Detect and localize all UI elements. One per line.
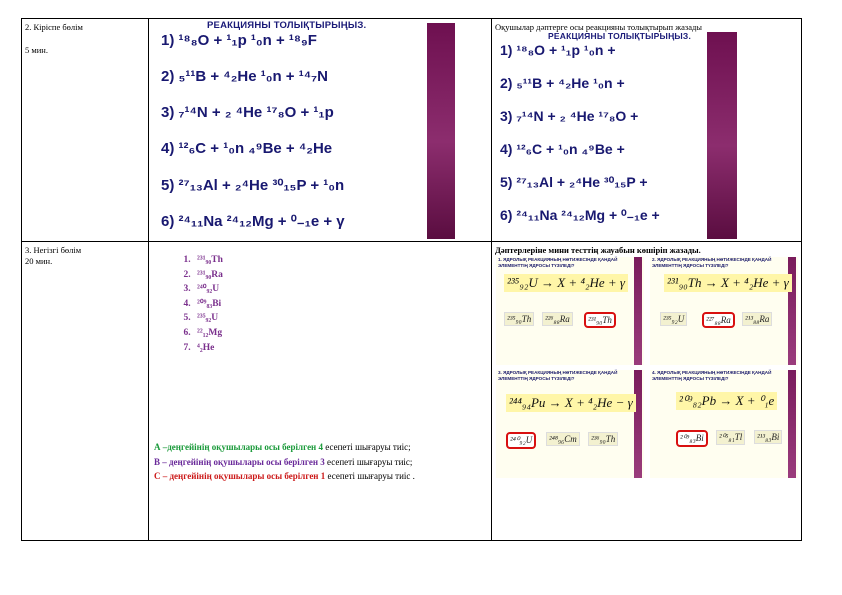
slide-title: РЕАКЦИЯНЫ ТОЛЫҚТЫРЫҢЫЗ. xyxy=(548,31,692,41)
answer-option-selected[interactable]: ²⁰⁹₈₃Bi xyxy=(676,430,708,447)
stage-title: 2. Кіріспе бөлім xyxy=(25,22,83,32)
student-activity-cell xyxy=(492,242,802,541)
test-card xyxy=(496,370,644,478)
test-question: 4. ЯДРОЛЫҚ РЕАКЦИЯНЫҢ НӘТИЖЕСІНДЕ ҚАНДАЙ ЭЛЕМЕНТТІҢ ЯДРОСЫ ТҮЗІЛЕДІ? xyxy=(652,370,772,381)
reaction-line: 2) ₅¹¹B + ⁴₂He ¹₀n + xyxy=(500,75,625,91)
table-row xyxy=(22,242,802,541)
test-question: 1. ЯДРОЛЫҚ РЕАКЦИЯНЫҢ НӘТИЖЕСІНДЕ ҚАНДАЙ ЭЛЕМЕНТТІҢ ЯДРОСЫ ТҮЗІЛЕДІ? xyxy=(498,257,618,268)
stage-cell xyxy=(22,242,149,541)
reaction-line: 1) ¹⁸₈O + ¹₁p ¹₀n + ¹⁸₉F xyxy=(161,32,317,49)
isotope-item: 5. ²³⁵₉₂U xyxy=(193,311,223,326)
decorative-bar xyxy=(707,32,737,239)
teacher-activity-cell xyxy=(149,19,492,242)
student-intro: Оқушылар дәптерге осы реакцияны толықтырып жазады xyxy=(495,22,703,32)
decorative-bar xyxy=(788,370,796,478)
answer-option[interactable]: ²⁰⁵₈₁Tl xyxy=(716,430,745,445)
reaction-line: 3) ₇¹⁴N + ₂ ⁴He ¹⁷₈O + xyxy=(500,108,639,124)
reaction-line: 6) ²⁴₁₁Na ²⁴₁₂Mg + ⁰₋₁e + γ xyxy=(161,213,345,230)
reaction-list xyxy=(500,42,710,237)
student-task: Дәптерлеріне мини тесттің жауабын көшіріп жазады. xyxy=(495,245,701,255)
isotope-item: 6. ²²₁₂Mg xyxy=(193,326,223,341)
stage-title: 3. Негізгі бөлім xyxy=(25,245,82,255)
test-equation: ²⁰⁹₈₂Pb → X + ⁰₁e xyxy=(676,392,777,410)
test-question: 3. ЯДРОЛЫҚ РЕАКЦИЯНЫҢ НӘТИЖЕСІНДЕ ҚАНДАЙ ЭЛЕМЕНТТІҢ ЯДРОСЫ ТҮЗІЛЕДІ? xyxy=(498,370,618,381)
answer-option[interactable]: ²³⁵₉₂U xyxy=(660,312,687,326)
answer-option-selected[interactable]: ²³¹₉₀Th xyxy=(584,312,616,328)
isotope-list xyxy=(173,253,223,355)
student-activity-cell xyxy=(492,19,802,242)
test-card xyxy=(650,370,798,478)
teacher-activity-cell xyxy=(149,242,492,541)
isotope-item: 2. ²³¹₉₀Ra xyxy=(193,268,223,283)
decorative-bar xyxy=(634,257,642,365)
answer-option[interactable]: ²⁴⁸₉₆Cm xyxy=(546,432,580,446)
slide-title: РЕАКЦИЯНЫ ТОЛЫҚТЫРЫҢЫЗ. xyxy=(207,20,367,31)
answer-option-selected[interactable]: ²⁴⁰₉₂U xyxy=(506,432,536,449)
answer-option[interactable]: ²¹³₈₃Bi xyxy=(754,430,782,444)
reaction-line: 4) ¹²₆C + ¹₀n ₄⁹Be + xyxy=(500,141,625,157)
reaction-line: 2) ₅¹¹B + ⁴₂He ¹₀n + ¹⁴₇N xyxy=(161,68,328,85)
answer-option[interactable]: ²²⁶₈₈Ra xyxy=(542,312,573,326)
isotope-panel xyxy=(149,242,491,540)
answer-option[interactable]: ²³⁶₉₀Th xyxy=(588,432,618,446)
test-equation: ²⁴⁴₉₄Pu → X + ⁴₂He − γ xyxy=(506,394,636,412)
reaction-line: 5) ²⁷₁₃Al + ₂⁴He ³⁰₁₅P + ¹₀n xyxy=(161,177,345,194)
answer-option-selected[interactable]: ²²⁷₈₈Ra xyxy=(702,312,735,328)
isotope-item: 1. ²³¹₉₀Th xyxy=(193,253,223,268)
reaction-line: 5) ²⁷₁₃Al + ₂⁴He ³⁰₁₅P + xyxy=(500,174,648,190)
decorative-bar xyxy=(427,23,455,239)
decorative-bar xyxy=(634,370,642,478)
table-row xyxy=(22,19,802,242)
test-equation: ²³¹₉₀Th → X + ⁴₂He + γ xyxy=(664,274,792,292)
level-b-instruction: В – деңгейінің оқушылары осы берілген 3 есепеті шығаруы тиіс; xyxy=(154,456,413,467)
reaction-line: 1) ¹⁸₈O + ¹₁p ¹₀n + xyxy=(500,42,616,58)
stage-time: 5 мин. xyxy=(25,44,48,55)
reaction-line: 3) ₇¹⁴N + ₂ ⁴He ¹⁷₈O + ¹₁p xyxy=(161,104,334,121)
test-equation: ²³⁵₉₂U → X + ⁴₂He + γ xyxy=(504,274,628,292)
teacher-slide xyxy=(149,19,491,241)
stage-cell xyxy=(22,19,149,242)
isotope-item: 4. ²⁰⁹₈₃Bi xyxy=(193,297,223,312)
reaction-list xyxy=(161,32,431,237)
reaction-line: 6) ²⁴₁₁Na ²⁴₁₂Mg + ⁰₋₁e + xyxy=(500,207,660,223)
answer-option[interactable]: ²¹³₈₈Ra xyxy=(742,312,772,326)
stage-time: 20 мин. xyxy=(25,255,53,266)
student-slide xyxy=(492,19,801,241)
lesson-plan-table xyxy=(21,18,802,541)
test-question: 2. ЯДРОЛЫҚ РЕАКЦИЯНЫҢ НӘТИЖЕСІНДЕ ҚАНДАЙ ЭЛЕМЕНТТІҢ ЯДРОСЫ ТҮЗІЛЕДІ? xyxy=(652,257,772,268)
mini-test-panel xyxy=(492,242,801,540)
isotope-item: 3. ²⁴⁰₉₂U xyxy=(193,282,223,297)
level-a-instruction: А –деңгейінің оқушылары осы берілген 4 есепеті шығаруы тиіс; xyxy=(154,442,411,452)
level-c-instruction: С – деңгейінің оқушылары осы берілген 1 есепеті шығаруы тиіс . xyxy=(154,471,415,481)
level-instructions xyxy=(154,440,484,484)
reaction-line: 4) ¹²₆C + ¹₀n ₄⁹Be + ⁴₂He xyxy=(161,140,333,157)
answer-option[interactable]: ²³⁵₉₀Th xyxy=(504,312,534,326)
isotope-item: 7. ⁴₂He xyxy=(193,341,223,356)
